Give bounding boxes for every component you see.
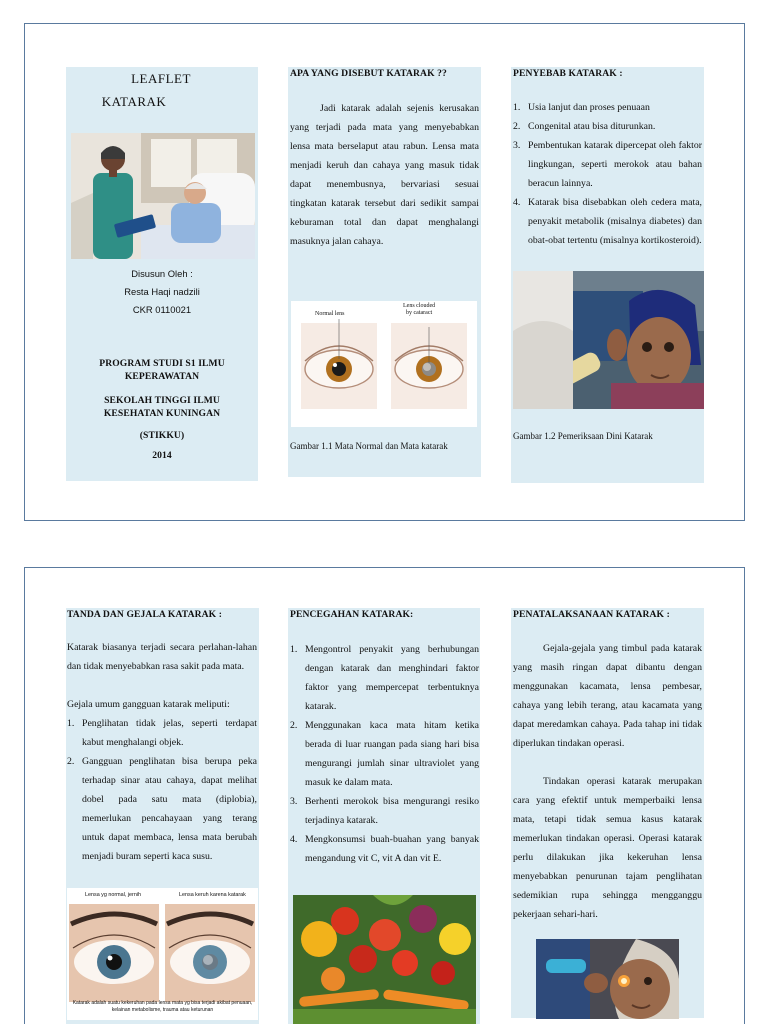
definition-paragraph: Jadi katarak adalah sejenis kerusakan yang terjadi pada mata yang menyebabkan lensa mata berselaput atau rabun. Lensa mata menjadi keruh dan cahaya yang masuk tidak dapat menembusnya, bervariasi sesuai tingkatan katarak tersebut dari sedikit sampai keburaman total dan dapat menghalangi masuknya jalan cahaya. [290, 103, 479, 247]
treatment-paragraph-1: Gejala-gejala yang timbul pada katarak yang masih ringan dapat dibantu dengan menggunakan kacamata, lensa pembesar, cahaya yang lebih terang, atau kacamata yang dapat meredamkan cahaya. Pada tahap ini tidak diperlukan tindakan operasi. [513, 643, 702, 749]
prevention-item [290, 640, 479, 716]
cause-item [513, 136, 702, 193]
school-name: SEKOLAH TINGGI ILMU KESEHATAN KUNINGAN [103, 395, 221, 419]
symptom-item [67, 752, 257, 866]
author-name: Resta Haqi nadzili [124, 286, 200, 297]
cataract-eye-label: Lensa keruh karena katarak [179, 892, 246, 898]
cause-item [513, 98, 702, 117]
cause-item [513, 193, 702, 250]
list-item-text: Berhenti merokok bisa mengurangi resiko terjadinya katarak. [305, 796, 479, 826]
list-item-number: 4. [513, 197, 521, 208]
list-item-number: 2. [290, 720, 298, 731]
nurse-patient-photo [71, 133, 255, 259]
list-item-text: Gangguan penglihatan bisa berupa peka terhadap sinar atau cahaya, dapat melihat dobel pada satu mata (diplobia), memerlukan pencahayaan yang terang untuk dapat membaca, lensa mata berubah menjadi buram seperti kaca susu. [82, 756, 257, 862]
year: 2014 [152, 450, 172, 461]
definition-column [288, 67, 481, 477]
treatment-column [511, 608, 704, 1018]
cataract-eye-diagram [291, 301, 477, 427]
prevention-list [290, 640, 479, 868]
prevention-heading: PENCEGAHAN KATARAK: [290, 609, 414, 620]
leaflet-page-inside [24, 567, 745, 1024]
prevention-item [290, 792, 479, 830]
causes-heading: PENYEBAB KATARAK : [513, 68, 623, 79]
treatment-heading: PENATALAKSANAAN KATARAK : [513, 609, 670, 620]
causes-list [513, 98, 702, 250]
student-id: CKR 0110021 [132, 304, 192, 315]
symptoms-lead: Gejala umum gangguan katarak meliputi: [67, 699, 230, 710]
list-item-number: 1. [513, 102, 521, 113]
symptoms-list [67, 714, 257, 866]
symptoms-column [66, 608, 259, 1024]
prevention-column [288, 608, 480, 1024]
list-item-text: Katarak bisa disebabkan oleh cedera mata, penyakit metabolik (misalnya diabetes) dan obat-obat tertentu (misalnya kortikosteroid). [528, 197, 702, 246]
list-item-number: 1. [67, 718, 75, 729]
by-label: Disusun Oleh : [131, 268, 193, 279]
list-item-text: Penglihatan tidak jelas, seperti terdapat kabut menghalangi objek. [82, 718, 257, 748]
symptoms-intro: Katarak biasanya terjadi secara perlahan-lahan dan tidak menyebabkan rasa sakit pada mata. [67, 642, 257, 672]
eye-image-note: Katarak adalah suatu kekeruhan pada lensa mata yg bisa terjadi akibat penuaan, kelainan metabolisme, trauma atau keturunan [72, 1000, 253, 1013]
list-item-text: Pembentukan katarak dipercepat oleh faktor lingkungan, seperti merokok atau bahan beracun lainnya. [528, 140, 702, 189]
list-item-number: 3. [513, 140, 521, 151]
list-item-number: 3. [290, 796, 298, 807]
eye-surgery-exam-photo [536, 939, 679, 1019]
prevention-item [290, 830, 479, 868]
program-name: PROGRAM STUDI S1 ILMU KEPERAWATAN [99, 358, 225, 382]
leaflet-page-outside [24, 23, 745, 521]
cover-column: LEAFLET KATARAK Disusun Oleh : Resta Haqi nadzili CKR 0110021 PROGRAM STUDI S1 ILMU KEPERAWATAN SEKOLAH TINGGI ILMU KESEHATAN KUNINGAN (STIKKU) 2014 [66, 67, 258, 481]
list-item-text: Congenital atau bisa diturunkan. [528, 121, 656, 132]
school-abbrev: (STIKKU) [139, 430, 185, 441]
normal-eye-label: Lensa yg normal, jernih [85, 892, 142, 898]
definition-heading: APA YANG DISEBUT KATARAK ?? [290, 68, 447, 79]
prevention-item [290, 716, 479, 792]
clouded-lens-label: Lens clouded by cataract [403, 303, 436, 316]
symptoms-heading: TANDA DAN GEJALA KATARAK : [67, 609, 223, 620]
list-item-text: Menggunakan kaca mata hitam ketika berada di luar ruangan pada siang hari bisa mengurangi jumlah sinar ultraviolet yang masuk ke dalam mata. [305, 720, 479, 788]
list-item-number: 1. [290, 644, 298, 655]
list-item-number: 2. [513, 121, 521, 132]
causes-column [511, 67, 704, 483]
normal-lens-label: Normal lens [315, 311, 345, 317]
list-item-number: 4. [290, 834, 298, 845]
list-item-text: Mengkonsumsi buah-buahan yang banyak mengandung vit C, vit A dan vit E. [305, 834, 479, 864]
cause-item [513, 117, 702, 136]
eye-examination-photo [513, 271, 704, 409]
list-item-text: Mengontrol penyakit yang berhubungan dengan katarak dan menghindari faktor faktor yang mempercepat terbentuknya katarak. [305, 644, 479, 712]
treatment-paragraph-2: Tindakan operasi katarak merupakan cara yang efektif untuk memperbaiki lensa mata, tetapi tidak semua kasus katarak memerlukan tindakan operasi. Operasi katarak perlu dilakukan jika kekeruhan lensa menyebabkan penurunan tajam penglihatan sedemikian rupa sehingga mengganggu pekerjaan sehari-hari. [513, 776, 702, 920]
symptom-item [67, 714, 257, 752]
figure-1-1-caption: Gambar 1.1 Mata Normal dan Mata katarak [290, 441, 448, 451]
figure-1-2-caption: Gambar 1.2 Pemeriksaan Dini Katarak [513, 431, 653, 441]
list-item-text: Usia lanjut dan proses penuaan [528, 102, 650, 113]
list-item-number: 2. [67, 756, 75, 767]
institution-block [66, 357, 258, 462]
fruits-vegetables-photo [293, 895, 476, 1024]
normal-vs-cataract-eyes-image [67, 888, 258, 1020]
author-block [66, 265, 258, 319]
